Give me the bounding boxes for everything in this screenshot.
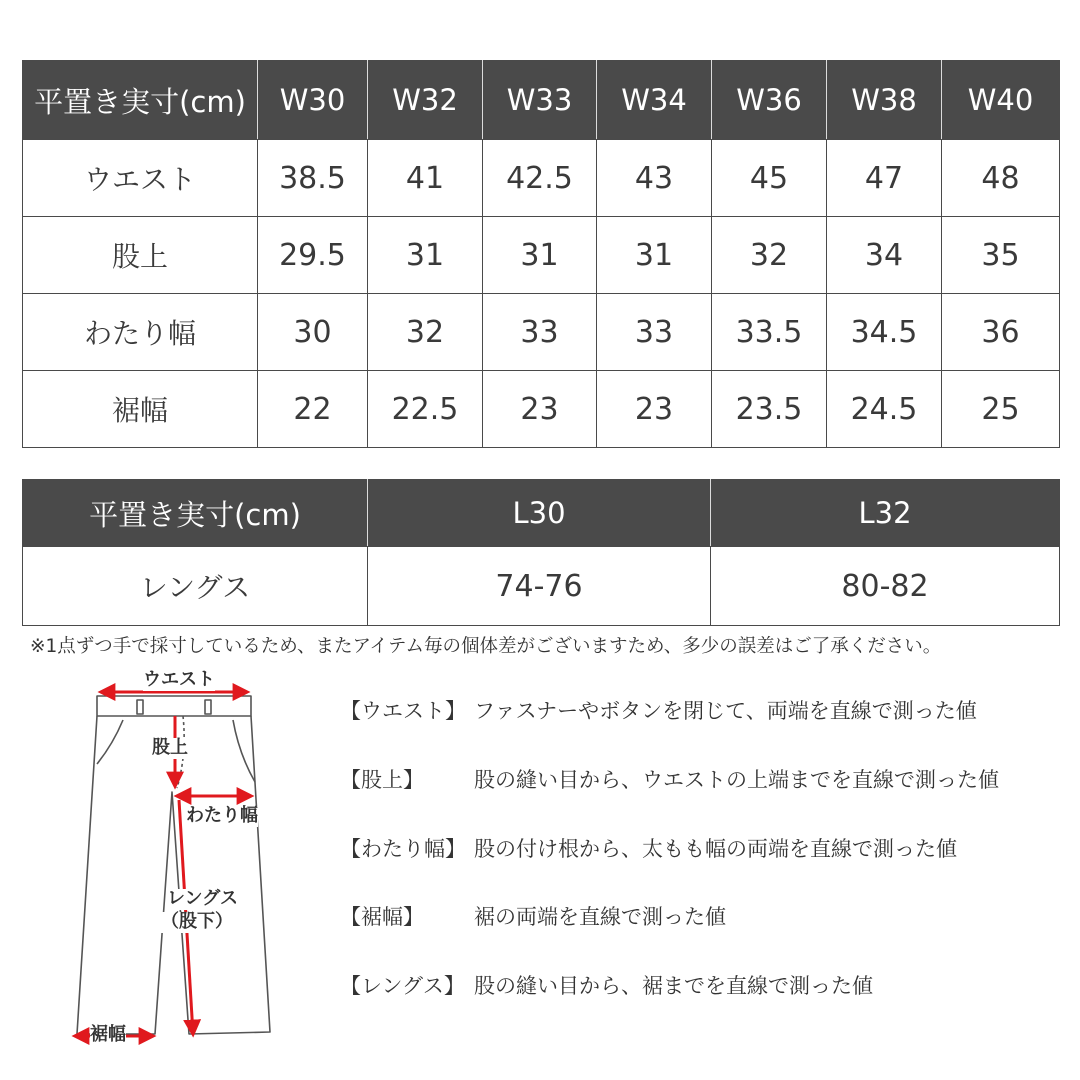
header-cell: L32: [711, 480, 1060, 547]
pants-outline-illustration: [55, 664, 295, 1064]
table-row: [23, 140, 1060, 217]
table-cell: 23: [483, 371, 597, 448]
legend-term: 【裾幅】: [340, 905, 424, 929]
legend-desc: 裾の両端を直線で測った値: [474, 905, 726, 929]
table-cell: 33: [597, 294, 712, 371]
header-cell: 平置き実寸(cm): [23, 480, 368, 547]
row-label: 裾幅: [23, 371, 258, 448]
pants-diagram: [55, 664, 295, 1064]
table-cell: 31: [597, 217, 712, 294]
table-cell: 31: [483, 217, 597, 294]
table-cell: 24.5: [827, 371, 942, 448]
table-cell: 22.5: [368, 371, 483, 448]
table-cell: 25: [942, 371, 1060, 448]
table-cell: 48: [942, 140, 1060, 217]
header-cell: W32: [368, 61, 483, 140]
diagram-label-length-sub: （股下）: [161, 911, 233, 932]
table-header-row: [23, 61, 1060, 140]
table-cell: 36: [942, 294, 1060, 371]
table-header-row: [23, 480, 1060, 547]
table-cell: 31: [368, 217, 483, 294]
diagram-label-waist: ウエスト: [143, 669, 215, 690]
legend-desc: ファスナーやボタンを閉じて、両端を直線で測った値: [474, 699, 977, 723]
header-cell: W40: [942, 61, 1060, 140]
diagram-label-thigh: わたり幅: [186, 805, 258, 826]
diagram-label-hem: 裾幅: [90, 1024, 126, 1045]
header-cell: 平置き実寸(cm): [23, 61, 258, 140]
table-cell: 33.5: [712, 294, 827, 371]
header-cell: L30: [368, 480, 711, 547]
table-cell: 23.5: [712, 371, 827, 448]
table-cell: 32: [368, 294, 483, 371]
table-cell: 23: [597, 371, 712, 448]
size-table-main: [22, 60, 1060, 448]
legend-desc: 股の縫い目から、裾までを直線で測った値: [474, 974, 873, 998]
row-label: ウエスト: [23, 140, 258, 217]
table-cell: 38.5: [258, 140, 368, 217]
table-row: [23, 294, 1060, 371]
table-cell: 43: [597, 140, 712, 217]
legend-term: 【わたり幅】: [340, 837, 466, 861]
legend-desc: 股の縫い目から、ウエストの上端までを直線で測った値: [474, 768, 999, 792]
table-row: [23, 547, 1060, 626]
table-cell: 34.5: [827, 294, 942, 371]
diagram-label-rise: 股上: [152, 737, 188, 758]
table-cell: 30: [258, 294, 368, 371]
diagram-label-length: レングス: [167, 888, 239, 909]
legend-term: 【ウエスト】: [340, 699, 466, 723]
table-row: [23, 371, 1060, 448]
table-cell: 22: [258, 371, 368, 448]
header-cell: W34: [597, 61, 712, 140]
table-cell: 42.5: [483, 140, 597, 217]
header-cell: W33: [483, 61, 597, 140]
table-cell: 80-82: [711, 547, 1060, 626]
legend-term: 【レングス】: [340, 974, 465, 998]
size-table-length: [22, 479, 1060, 626]
legend-desc: 股の付け根から、太もも幅の両端を直線で測った値: [474, 837, 957, 861]
table-cell: 74-76: [368, 547, 711, 626]
table-cell: 45: [712, 140, 827, 217]
table-cell: 35: [942, 217, 1060, 294]
table-cell: 34: [827, 217, 942, 294]
header-cell: W30: [258, 61, 368, 140]
row-label: わたり幅: [23, 294, 258, 371]
table-row: [23, 217, 1060, 294]
row-label: 股上: [23, 217, 258, 294]
table-cell: 47: [827, 140, 942, 217]
header-cell: W36: [712, 61, 827, 140]
table-cell: 32: [712, 217, 827, 294]
measurement-note: ※1点ずつ手で採寸しているため、またアイテム毎の個体差がございますため、多少の誤差はご了承ください。: [30, 636, 942, 657]
table-cell: 33: [483, 294, 597, 371]
header-cell: W38: [827, 61, 942, 140]
legend-term: 【股上】: [340, 768, 424, 792]
table-cell: 29.5: [258, 217, 368, 294]
table-cell: 41: [368, 140, 483, 217]
row-label: レングス: [23, 547, 368, 626]
